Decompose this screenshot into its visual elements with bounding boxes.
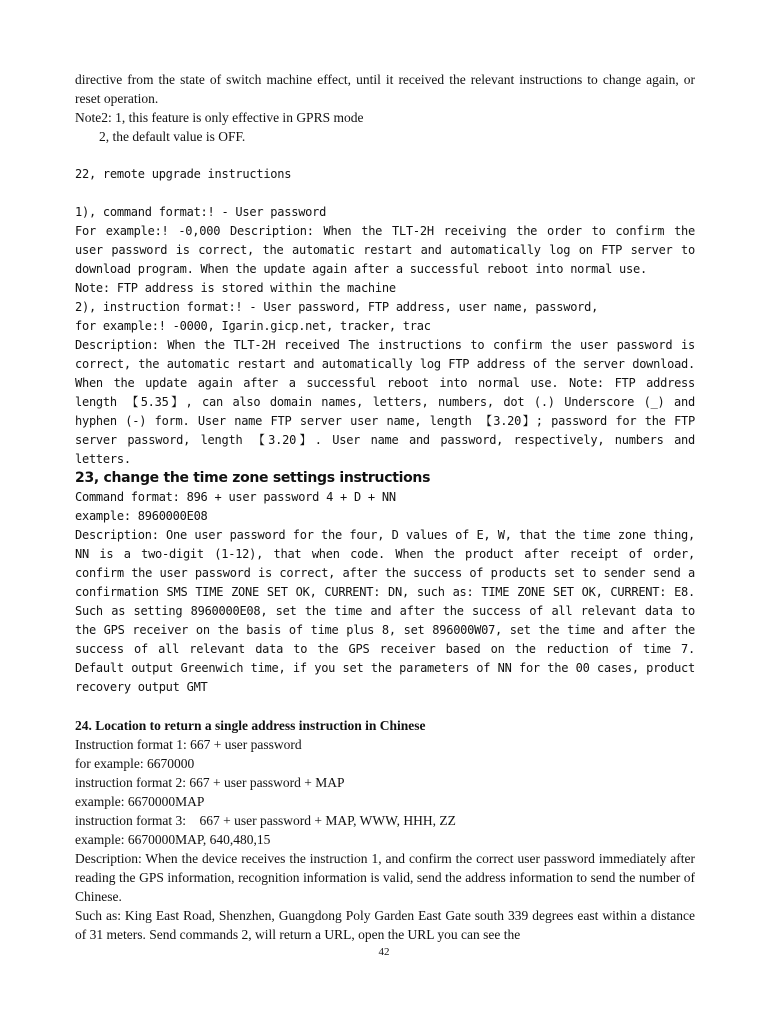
section-24-format-3: instruction format 3: 667 + user password + MAP, WWW, HHH, ZZ [75, 813, 456, 828]
section-22-command-format-2: 2), instruction format:! - User password, FTP address, user name, password, [75, 300, 599, 314]
document-body [75, 70, 695, 944]
section-24-example-1: for example: 6670000 [75, 756, 195, 771]
section-24-example-2: example: 6670000MAP [75, 794, 205, 809]
spacer [75, 697, 695, 716]
section-24-example-3: example: 6670000MAP, 640,480,15 [75, 832, 271, 847]
note2-line: Note2: 1, this feature is only effective in GPRS mode [75, 110, 364, 125]
section-24-example-address: Such as: King East Road, Shenzhen, Guangdong Poly Garden East Gate south 339 degrees east within a distance of 31 meters. Send commands 2, will return a URL, open the URL you can see the [75, 908, 695, 942]
section-24-format-2: instruction format 2: 667 + user password + MAP [75, 775, 345, 790]
intro-paragraph: directive from the state of switch machine effect, until it received the relevant instructions to change again, or reset operation. [75, 72, 695, 106]
section-24-description: Description: When the device receives the instruction 1, and confirm the correct user password immediately after reading the GPS information, recognition information is valid, send the address information to send the number of Chinese. [75, 851, 695, 904]
section-23-heading: 23, change the time zone settings instructions [75, 470, 431, 486]
section-24-heading: 24. Location to return a single address instruction in Chinese [75, 718, 426, 733]
section-23-command-format: Command format: 896 + user password 4 + D + NN [75, 490, 396, 504]
spacer [75, 146, 695, 165]
section-22-example-2: for example:! -0000, Igarin.gicp.net, tracker, trac [75, 319, 431, 333]
page-number: 42 [378, 946, 390, 958]
section-22-example-1: For example:! -0,000 Description: When the TLT-2H receiving the order to confirm the user password is correct, the automatic restart and automatically log on FTP server to download program. When the update again after a successful reboot into normal use. [75, 224, 695, 276]
section-22-ftp-note: Note: FTP address is stored within the machine [75, 281, 396, 295]
section-22-command-format-1: 1), command format:! - User password [75, 205, 327, 219]
section-22-description: Description: When the TLT-2H received The instructions to confirm the user password is correct, the automatic restart and automatically log FTP address of the server download. When the update again after a successful reboot into normal use. Note: FTP address length 【5.35】, can also domain names, letters, numbers, dot (.) Underscore (_) and hyphen (-) form. User name FTP server user name, length 【3.20】; password for the FTP server password, length 【3.20】. User name and password, respectively, numbers and letters. [75, 338, 695, 466]
section-23-description: Description: One user password for the four, D values of E, W, that the time zone thing, NN is a two-digit (1-12), that when code. When the product after receipt of order, confirm the user password is correct, after the success of products set to sender send a confirmation SMS TIME ZONE SET OK, CURRENT: DN, such as: TIME ZONE SET OK, CURRENT: E8. Such as setting 8960000E08, set the time and after the success of all relevant data to the GPS receiver on the basis of time plus 8, set 896000W07, set the time and after the success of all relevant data to the GPS receiver based on the reduction of time 7. Default output Greenwich time, if you set the parameters of NN for the 00 cases, product recovery output GMT [75, 528, 695, 694]
section-23-example: example: 8960000E08 [75, 509, 208, 523]
spacer [75, 184, 695, 203]
note2-default-line: 2, the default value is OFF. [99, 129, 246, 144]
section-24-format-1: Instruction format 1: 667 + user password [75, 737, 302, 752]
section-22-heading: 22, remote upgrade instructions [75, 167, 292, 181]
